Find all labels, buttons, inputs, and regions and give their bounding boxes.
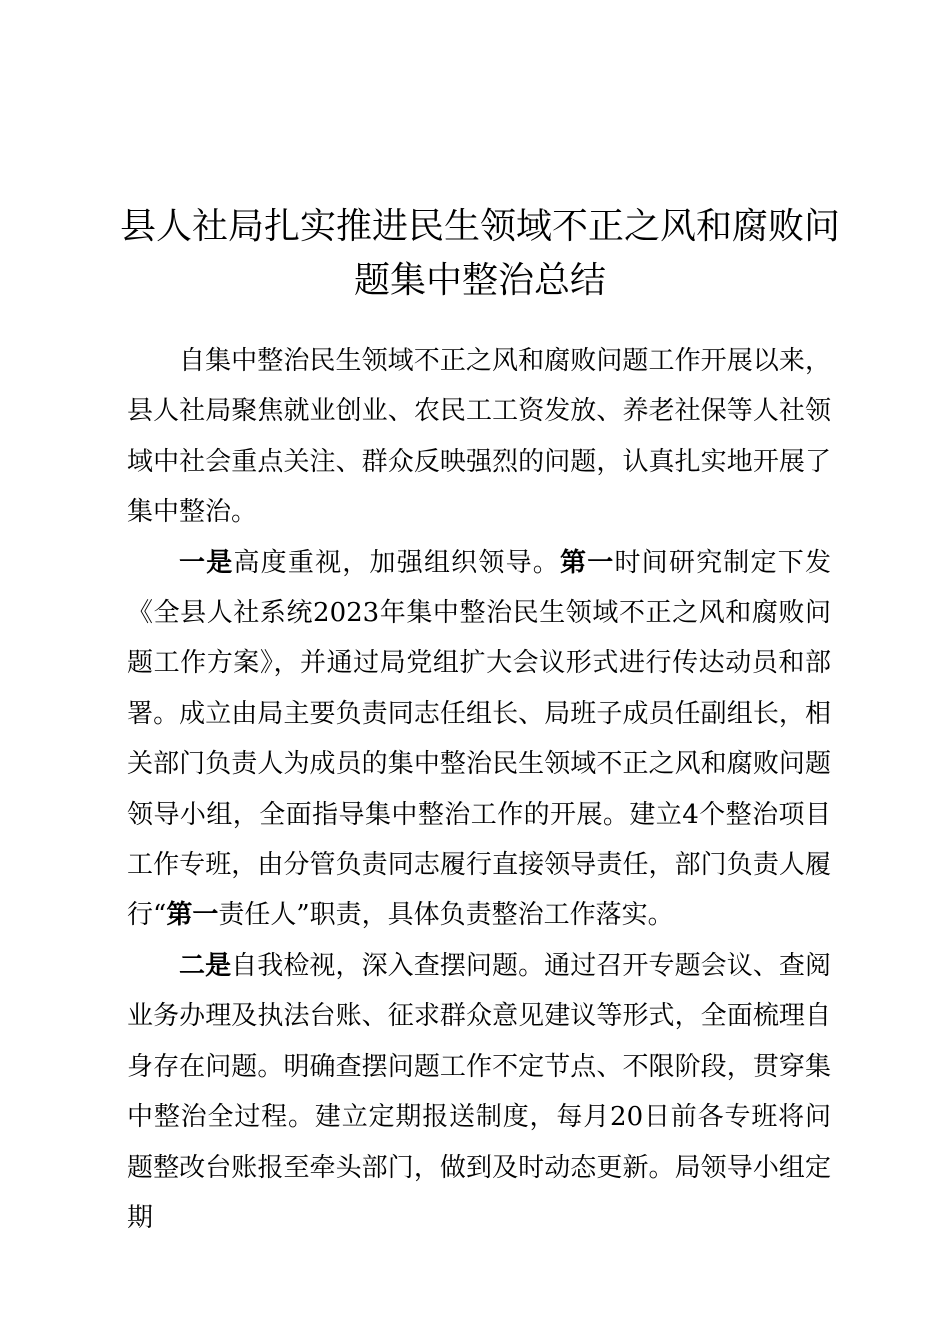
section-two-text: 自我检视，深入查摆问题。通过召开专题会议、查阅业务办理及执法台账、征求群众意见建议等形式，全面梳理自身存在问题。明确查摆问题工作不定节点、不限阶段，贯穿集中整治全过程。建立定期报送制度，每月20日前各专班将问题整改台账报至牵头部门，做到及时动态更新。局领导小组定期 xyxy=(127,950,831,1233)
section-two-lead: 二是 xyxy=(179,950,232,981)
intro-paragraph xyxy=(127,336,831,538)
section-one-lead: 一是 xyxy=(179,547,234,578)
section-one-text: 时间研究制定下发《全县人社系统2023年集中整治民生领域不正之风和腐败问题工作方案》，并通过局党组扩大会议形式进行传达动员和部署。成立由局主要负责同志任组长、局班子成员任副组长，相关部门负责人为成员的集中整治民生领域不正之风和腐败问题领导小组，全面指导集中整治工作的开展。建立4个整治项目工作专班，由分管负责同志履行直接领导责任，部门负责人履行 xyxy=(127,547,831,931)
quote-bold-term: 第一 xyxy=(166,900,219,931)
section-one-first: 第一 xyxy=(560,547,615,578)
quote-rest-text: 责任人”职责，具体负责整治工作落实。 xyxy=(218,900,674,931)
document-body xyxy=(127,336,831,1243)
section-one-paragraph xyxy=(127,538,831,941)
title-line-1: 县人社局扎实推进民生领域不正之风和腐败问 xyxy=(119,206,840,248)
section-two-paragraph xyxy=(127,941,831,1243)
quote-open-mark: “ xyxy=(153,900,167,931)
intro-text: 自集中整治民生领域不正之风和腐败问题工作开展以来，县人社局聚焦就业创业、农民工工资发放、养老社保等人社领域中社会重点关注、群众反映强烈的问题，认真扎实地开展了集中整治。 xyxy=(127,346,831,528)
document-title xyxy=(110,200,850,308)
section-one-heading: 高度重视，加强组织领导。 xyxy=(233,547,561,578)
title-line-2: 题集中整治总结 xyxy=(353,260,606,302)
